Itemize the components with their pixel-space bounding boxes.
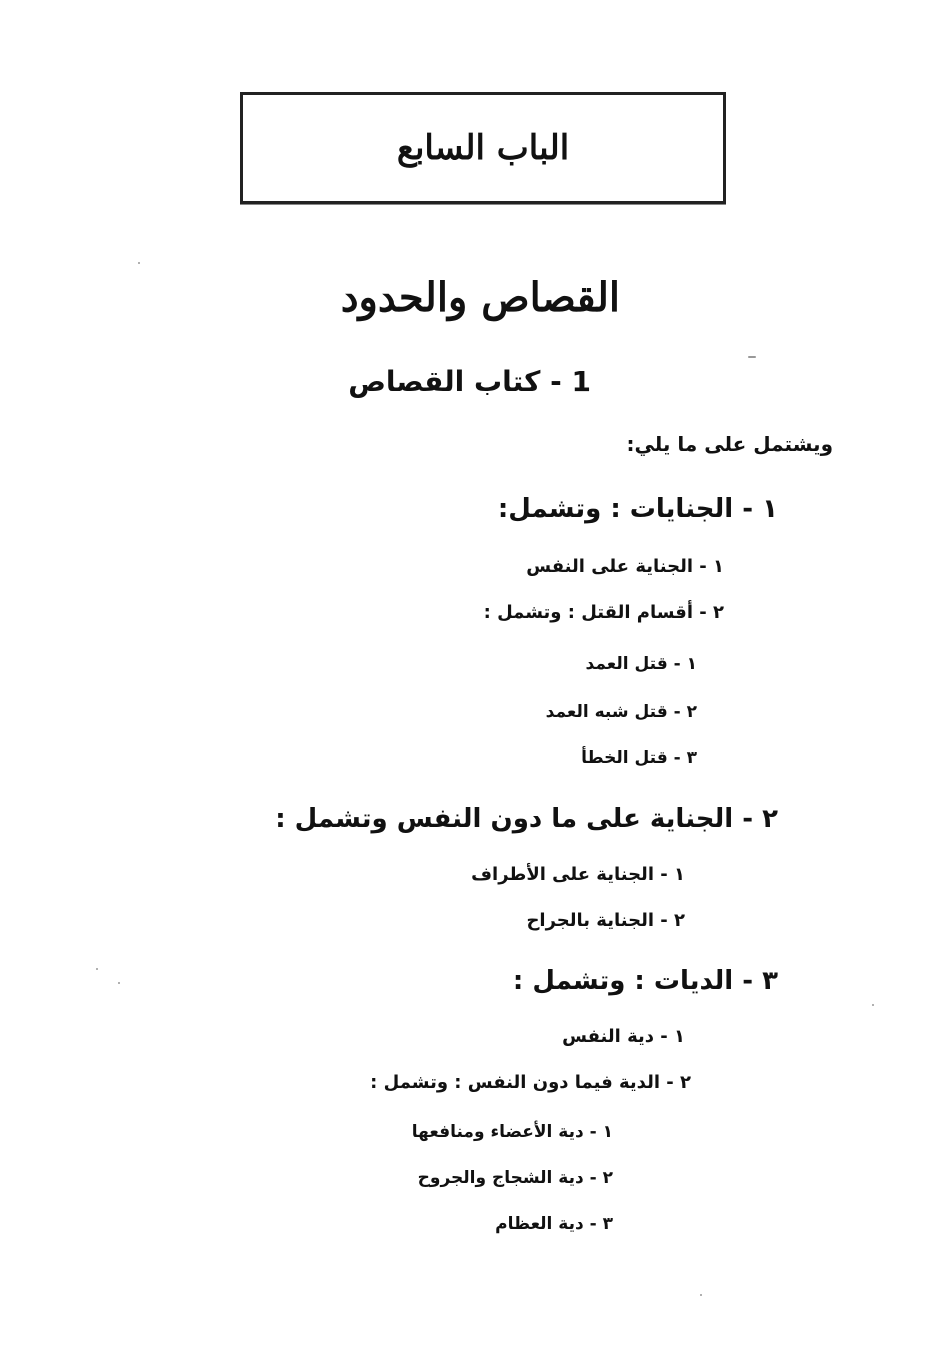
scan-speck <box>748 356 756 358</box>
section-1-item-2a: ١ - قتل العمد <box>585 654 697 674</box>
section-1-item-2: ٢ - أقسام القتل : وتشمل : <box>483 602 724 623</box>
scan-speck <box>700 1294 702 1296</box>
section-1-item-2b: ٢ - قتل شبه العمد <box>545 702 697 722</box>
scan-speck <box>96 968 98 970</box>
section-3-item-2: ٢ - الدية فيما دون النفس : وتشمل : <box>370 1072 691 1093</box>
book-title: 1 - كتاب القصاص <box>348 365 591 398</box>
section-3-item-2c: ٣ - دية العظام <box>495 1214 613 1234</box>
scan-speck <box>118 982 120 984</box>
part-title: القصاص والحدود <box>340 274 620 321</box>
chapter-title-box <box>240 92 726 204</box>
scan-speck <box>138 262 140 264</box>
section-2-item-2: ٢ - الجناية بالجراح <box>526 910 685 931</box>
scan-speck <box>872 1004 874 1006</box>
section-3-item-1: ١ - دية النفس <box>562 1026 685 1047</box>
section-3-item-2b: ٢ - دية الشجاج والجروح <box>417 1168 613 1188</box>
section-1-heading: ١ - الجنايات : وتشمل: <box>497 494 778 524</box>
section-3-heading: ٣ - الديات : وتشمل : <box>512 966 778 996</box>
intro-text: ويشتمل على ما يلي: <box>626 432 833 456</box>
section-2-heading: ٢ - الجناية على ما دون النفس وتشمل : <box>275 804 778 834</box>
section-3-item-2a: ١ - دية الأعضاء ومنافعها <box>411 1122 613 1142</box>
section-1-item-2c: ٣ - قتل الخطأ <box>581 748 697 768</box>
section-1-item-1: ١ - الجناية على النفس <box>526 556 724 577</box>
chapter-title: الباب السابع <box>396 128 570 168</box>
section-2-item-1: ١ - الجناية على الأطراف <box>471 864 685 885</box>
